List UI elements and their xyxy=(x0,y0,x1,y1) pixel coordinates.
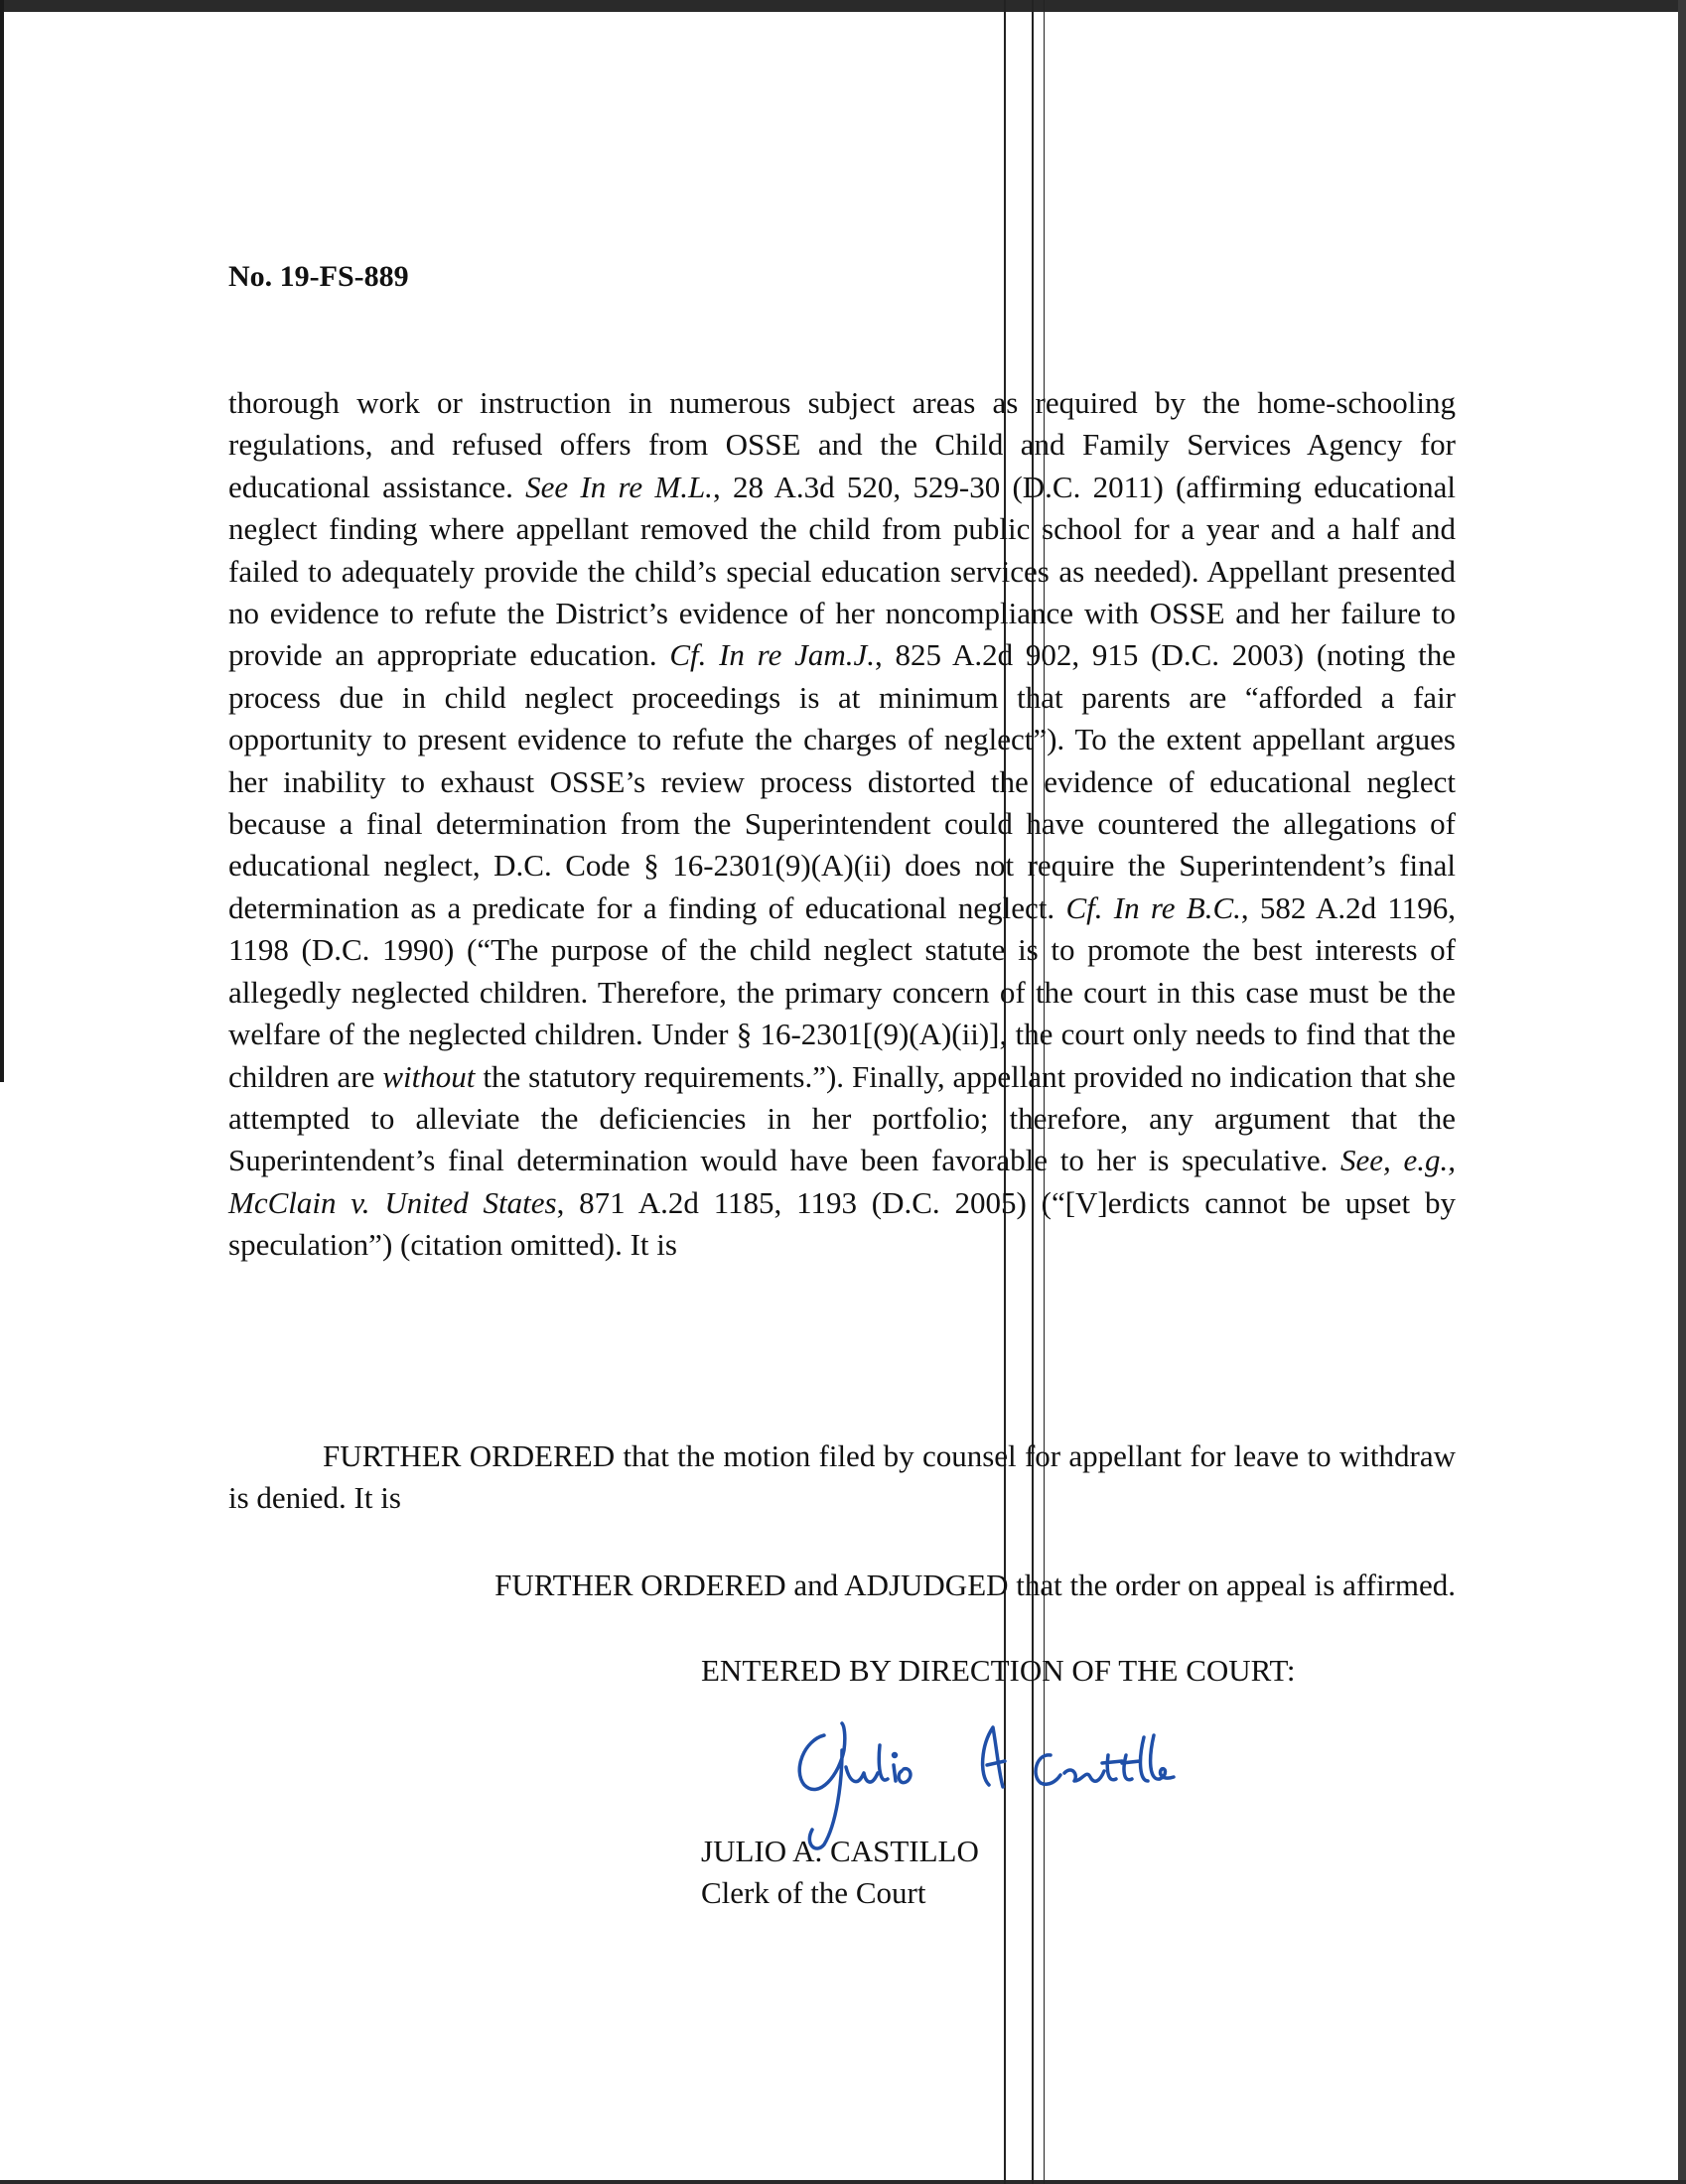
citation-signal: Cf. In re B.C. xyxy=(1065,889,1241,925)
body-text-segment: , 582 A.2d 1196, 1198 (D.C. 1990) (“The purpose of the child neglect statute is to promote the best interests of allegedly neglected children. Therefore, the primary concern of the court in this case must be the welfare of the neglected children. Under § 16-2301[(9)(A)(ii)], the court only needs to find that the children are xyxy=(228,889,1456,1094)
scan-border-top xyxy=(0,0,1686,12)
case-number: No. 19-FS-889 xyxy=(228,260,409,293)
body-text-segment: , 28 A.3d 520, 529-30 (D.C. 2011) (affirming educational neglect finding where appellant removed the child from public school for a year and a half and failed to adequately provide the child’s special education services as needed). Appellant presented no evidence to refute the District’s evidence of her noncompliance with OSSE and her failure to provide an appropriate education. xyxy=(228,469,1456,673)
body-text-segment: , 825 A.2d 902, 915 (D.C. 2003) (noting the process due in child neglect proceedings is at minimum that parents are “afforded a fair opportunity to present evidence to refute the charges of neglect”). To the extent appellant argues her inability to exhaust OSSE’s review process distorted the evidence of educational neglect because a final determination from the Superintendent could have countered the allegations of educational neglect, D.C. Code § 16-2301(9)(A)(ii) does not require the Superintendent’s final determination as a predicate for a finding of educational neglect. xyxy=(228,637,1456,925)
emphasis: without xyxy=(382,1058,476,1094)
body-paragraph xyxy=(228,382,1456,1267)
order-body xyxy=(228,382,1456,1267)
citation-signal: See In re M.L. xyxy=(525,469,713,504)
scan-border-right xyxy=(1678,0,1686,2184)
order-withdraw-denied: FURTHER ORDERED that the motion filed by counsel for appellant for leave to withdraw is denied. It is xyxy=(228,1438,1456,1516)
order-affirmed: FURTHER ORDERED and ADJUDGED that the order on appeal is affirmed. xyxy=(494,1568,1456,1602)
clerk-name: JULIO A. CASTILLO xyxy=(701,1834,979,1868)
citation-signal: See, e.g., McClain v. United States xyxy=(228,1143,1456,1220)
scan-border-left xyxy=(0,0,4,1082)
entered-by-direction: ENTERED BY DIRECTION OF THE COURT: xyxy=(701,1653,1296,1688)
body-text-segment: the statutory requirements.”). Finally, appellant provided no indication that she attempted to alleviate the deficiencies in her portfolio; therefore, any argument that the Superintendent’s final determination would have been favorable to her is speculative. xyxy=(228,1058,1456,1178)
clerk-title: Clerk of the Court xyxy=(701,1875,926,1910)
body-text-segment: thorough work or instruction in numerous subject areas as required by the home-schooling regulations, and refused offers from OSSE and the Child and Family Services Agency for educational assistance. xyxy=(228,385,1456,504)
body-text-segment: , 871 A.2d 1185, 1193 (D.C. 2005) (“[V]erdicts cannot be upset by speculation”) (citation omitted). It is xyxy=(228,1184,1456,1263)
citation-signal: Cf. In re Jam.J. xyxy=(669,637,875,673)
scan-border-bottom xyxy=(0,2180,1686,2184)
